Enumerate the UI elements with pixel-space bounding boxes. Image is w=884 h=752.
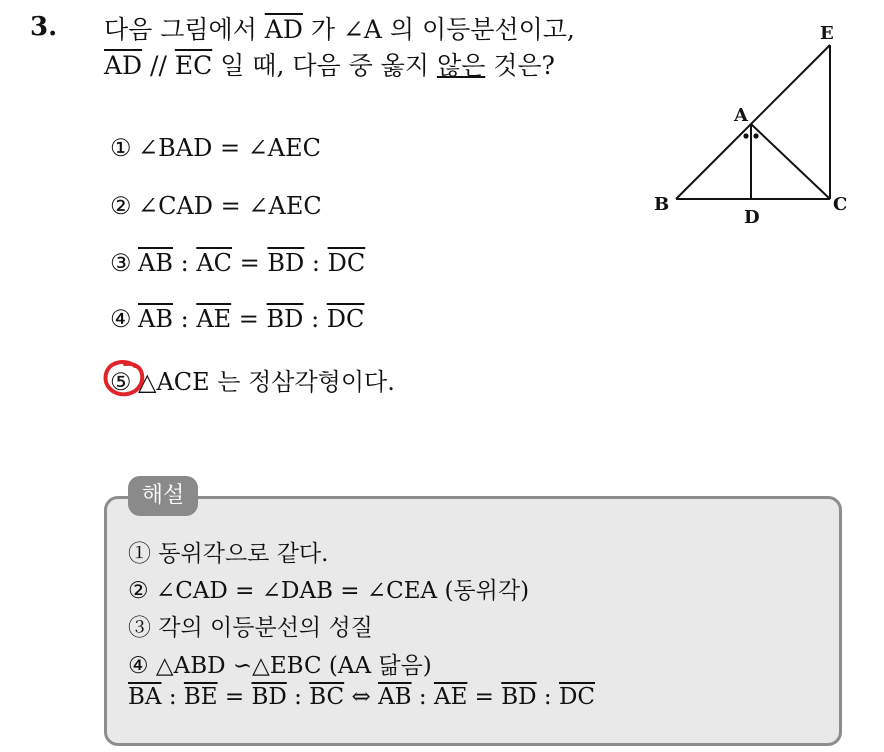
explanation-line-1: ① 동위각으로 같다. — [128, 541, 329, 567]
question-line-1 — [104, 12, 575, 48]
choice-2[interactable] — [110, 192, 322, 220]
segment: $\overline{DC}$ — [558, 684, 596, 710]
colon: : — [536, 684, 559, 710]
label-b: B — [654, 194, 670, 215]
segment-ad: $\overline{AD}$ — [104, 51, 143, 80]
segment: $\overline{AC}$ — [196, 249, 233, 277]
question-line-2 — [104, 48, 555, 84]
emphasis-not: 않은 — [436, 51, 486, 80]
equals: = — [467, 684, 502, 710]
choice-5[interactable] — [110, 362, 395, 397]
segment: $\overline{DC}$ — [326, 305, 365, 333]
question-text: 다음 그림에서 — [104, 15, 265, 44]
iff-symbol: ⇔ — [344, 684, 379, 710]
choice-text: ∠CAD = ∠AEC — [138, 192, 322, 220]
segment: $\overline{BD}$ — [267, 249, 305, 277]
choice-marker: ③ — [110, 249, 132, 277]
question-number: 3. — [30, 12, 58, 42]
label-d: D — [744, 207, 760, 228]
choice-marker: ② — [110, 192, 132, 220]
triangle-figure — [640, 10, 880, 230]
question-text: 일 때, 다음 중 옳지 — [212, 51, 437, 80]
segment: $\overline{BE}$ — [183, 684, 218, 710]
explanation-line-3: ③ 각의 이등분선의 성질 — [128, 615, 373, 641]
choice-1[interactable] — [110, 134, 321, 162]
label-e: E — [820, 23, 834, 44]
explanation-line-4: ④ △ABD ∽△EBC (AA 닮음) — [128, 653, 432, 679]
equals: = — [231, 305, 267, 333]
segment: $\overline{AE}$ — [433, 684, 468, 710]
choice-marker: ④ — [110, 305, 132, 333]
equals: = — [232, 249, 268, 277]
explanation-tag: 해설 — [128, 476, 198, 516]
choice-marker: ⑤ — [110, 368, 132, 396]
explanation-line-5 — [128, 684, 595, 710]
parallel-symbol: // — [142, 51, 175, 80]
angle-mark-dot — [743, 133, 748, 138]
question-text: 가 ∠A 의 이등분선이고, — [302, 15, 575, 44]
segment-ad: $\overline{AD}$ — [264, 15, 303, 44]
label-a: A — [734, 105, 748, 126]
question-text: 것은? — [485, 51, 555, 80]
angle-mark-dot — [753, 133, 758, 138]
choice-text: △ACE 는 정삼각형이다. — [138, 368, 395, 396]
segment: $\overline{DC}$ — [327, 249, 366, 277]
segment: $\overline{BD}$ — [266, 305, 304, 333]
choice-text: ∠BAD = ∠AEC — [138, 134, 322, 162]
answer-circle-mark — [101, 357, 147, 399]
segment: $\overline{AE}$ — [196, 305, 232, 333]
label-c: C — [833, 194, 848, 215]
colon: : — [411, 684, 434, 710]
choice-marker: ① — [110, 134, 132, 162]
colon: : — [172, 305, 197, 333]
choice-4[interactable] — [110, 305, 364, 333]
segment: $\overline{BD}$ — [501, 684, 537, 710]
segment: $\overline{BD}$ — [251, 684, 287, 710]
choice-3[interactable] — [110, 249, 365, 277]
segment: $\overline{BC}$ — [309, 684, 345, 710]
colon: : — [304, 249, 328, 277]
colon: : — [161, 684, 184, 710]
segment: $\overline{AB}$ — [138, 305, 173, 333]
colon: : — [286, 684, 310, 710]
segment: $\overline{AB}$ — [378, 684, 412, 710]
segment: $\overline{BA}$ — [128, 684, 162, 710]
colon: : — [172, 249, 197, 277]
line-ac — [751, 124, 830, 199]
segment-ec: $\overline{EC}$ — [174, 51, 213, 80]
colon: : — [303, 305, 327, 333]
equals: = — [217, 684, 252, 710]
explanation-line-2: ② ∠CAD = ∠DAB = ∠CEA (동위각) — [128, 578, 530, 604]
segment: $\overline{AB}$ — [138, 249, 173, 277]
